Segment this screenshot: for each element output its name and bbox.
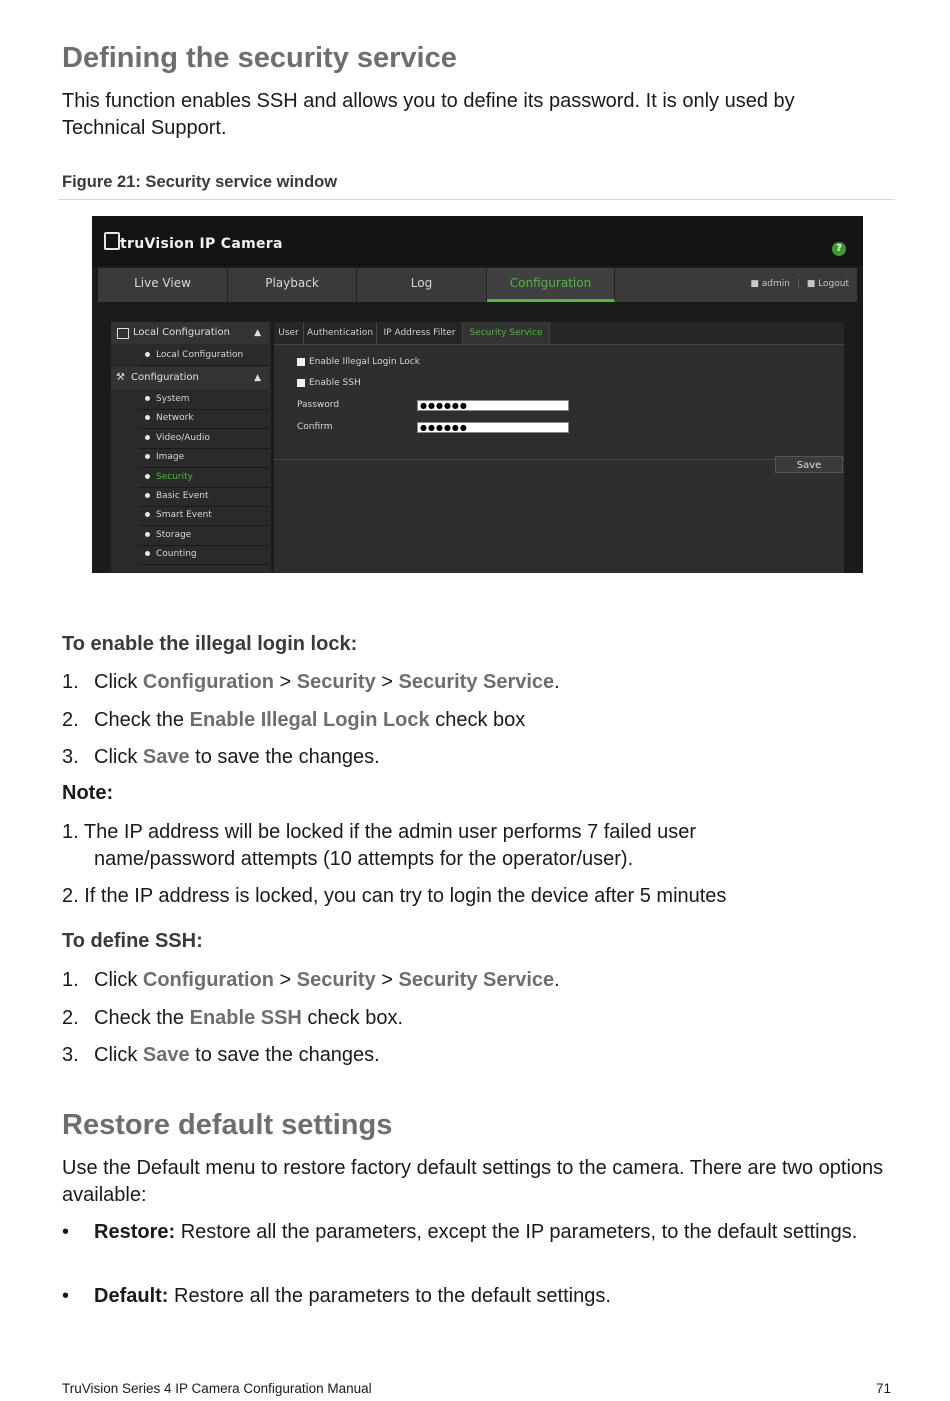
monitor-icon <box>117 328 129 339</box>
enable-ssh-checkbox[interactable] <box>297 379 305 387</box>
note-1-line-1: 1. The IP address will be locked if the admin user performs 7 failed user <box>62 821 697 843</box>
enable-ssh-row[interactable] <box>297 378 361 388</box>
password-label: Password <box>297 400 340 410</box>
note-label: Note: <box>62 782 114 804</box>
sidebar-item-label: Storage <box>156 530 192 540</box>
lock-step-3 <box>62 744 380 771</box>
sidebar-item-image[interactable] <box>139 448 269 468</box>
sidebar-item-security[interactable] <box>139 468 269 488</box>
bullet-text: Restore all the parameters to the default settings. <box>168 1285 611 1307</box>
sidebar-item-basic-event[interactable] <box>139 487 269 507</box>
lock-step-1 <box>62 669 560 696</box>
step-text: Click <box>94 671 143 693</box>
enable-ssh-label: Enable SSH <box>309 378 361 388</box>
help-icon[interactable]: ? <box>832 242 846 256</box>
section-title-security-service: Defining the security service <box>62 42 457 74</box>
caption-divider <box>58 199 895 200</box>
sidebar-group-label: Configuration <box>131 372 199 383</box>
sidebar-group-label: Local Configuration <box>133 327 230 338</box>
username: admin <box>761 279 790 289</box>
nav-tab-configuration[interactable]: Configuration <box>487 268 615 302</box>
lock-step-2 <box>62 707 525 734</box>
page-number: 71 <box>876 1381 892 1396</box>
step-text: . <box>554 969 560 991</box>
step-number: 1. <box>62 969 79 991</box>
bullet-icon <box>145 435 150 440</box>
ui-term-security-service: Security Service <box>398 671 555 693</box>
intro-paragraph: This function enables SSH and allows you to define its password. It is only used by Technical Support. <box>62 90 795 139</box>
ui-term-save: Save <box>142 746 190 768</box>
password-field[interactable]: ●●●●●● <box>417 400 569 411</box>
ui-term-configuration: Configuration <box>142 969 274 991</box>
footer-manual-title: TruVision Series 4 IP Camera Configuration Manual <box>62 1381 372 1396</box>
step-text: check box. <box>301 1007 404 1029</box>
separator: > <box>273 969 297 991</box>
bullet-text: Restore all the parameters, except the IP parameters, to the default settings. <box>175 1221 858 1243</box>
ui-term-security: Security <box>296 671 376 693</box>
nav-tab-playback[interactable]: Playback <box>228 268 357 302</box>
sidebar-item-smart-event[interactable] <box>139 506 269 526</box>
sidebar-item-local-configuration[interactable] <box>139 346 269 366</box>
ssh-steps-heading: To define SSH: <box>62 930 203 952</box>
confirm-field[interactable]: ●●●●●● <box>417 422 569 433</box>
sidebar-item-network[interactable] <box>139 409 269 429</box>
bullet-label: Restore: <box>94 1221 176 1243</box>
sidebar-item-label: System <box>156 394 190 404</box>
sidebar-item-storage[interactable] <box>139 526 269 546</box>
save-button[interactable]: Save <box>775 456 843 473</box>
ssh-step-2 <box>62 1005 403 1032</box>
step-number: 3. <box>62 746 79 768</box>
step-number: 2. <box>62 1007 79 1029</box>
note-2: 2. If the IP address is locked, you can try to login the device after 5 minutes <box>62 885 727 907</box>
tab-authentication[interactable]: Authentication <box>304 322 377 344</box>
bullet-icon <box>145 493 150 498</box>
tab-ip-address-filter[interactable]: IP Address Filter <box>377 322 463 344</box>
step-text: to save the changes. <box>189 746 380 768</box>
sidebar-item-label: Basic Event <box>156 491 209 501</box>
bullet-icon <box>145 474 150 479</box>
sidebar-item-video-audio[interactable] <box>139 429 269 449</box>
user-icon: ■ <box>750 279 759 289</box>
separator: > <box>273 671 297 693</box>
config-main-panel <box>274 322 844 573</box>
app-title: truVision IP Camera <box>120 236 283 252</box>
confirm-label: Confirm <box>297 422 333 432</box>
chevron-up-icon: ▲ <box>254 328 261 338</box>
nav-tab-live-view[interactable]: Live View <box>98 268 228 302</box>
sidebar-group-configuration[interactable] <box>111 367 269 389</box>
step-text: check box <box>429 709 526 731</box>
enable-illegal-login-lock-checkbox[interactable] <box>297 358 305 366</box>
tab-user[interactable]: User <box>274 322 304 344</box>
separator: > <box>375 671 399 693</box>
step-text: Click <box>94 969 143 991</box>
step-number: 1. <box>62 671 79 693</box>
step-text: Check the <box>94 1007 190 1029</box>
logout-icon: ■ <box>806 279 816 289</box>
sidebar-item-label: Network <box>156 413 194 423</box>
panel-divider <box>274 459 844 460</box>
step-text: Check the <box>94 709 190 731</box>
security-subtabs <box>274 322 844 345</box>
sidebar-item-label: Security <box>156 472 193 482</box>
figure-caption: Figure 21: Security service window <box>62 173 338 191</box>
sidebar-item-label: Smart Event <box>156 510 212 520</box>
ui-term-security-service: Security Service <box>398 969 555 991</box>
main-nav <box>98 268 857 302</box>
sidebar-item-counting[interactable] <box>139 545 269 565</box>
wrench-icon: ⚒ <box>116 372 125 383</box>
logout-link[interactable]: Logout <box>818 279 849 289</box>
step-number: 3. <box>62 1044 79 1066</box>
sidebar-item-label: Counting <box>156 549 197 559</box>
security-service-screenshot <box>92 216 863 573</box>
bullet-icon <box>145 352 150 357</box>
chevron-up-icon: ▲ <box>254 373 261 383</box>
restore-bullet <box>62 1219 882 1246</box>
ui-term-enable-illegal-login-lock: Enable Illegal Login Lock <box>189 709 430 731</box>
default-bullet <box>62 1283 882 1310</box>
step-text: Click <box>94 1044 143 1066</box>
enable-illegal-login-lock-label: Enable Illegal Login Lock <box>309 357 420 367</box>
sidebar-item-system[interactable] <box>139 390 269 410</box>
bullet-icon <box>145 396 150 401</box>
restore-intro: Use the Default menu to restore factory default settings to the camera. There are two options available: <box>62 1157 884 1206</box>
enable-illegal-login-lock-row[interactable] <box>297 357 420 367</box>
bullet-label: Default: <box>94 1285 169 1307</box>
ui-term-enable-ssh: Enable SSH <box>189 1007 302 1029</box>
nav-tab-log[interactable]: Log <box>357 268 487 302</box>
sidebar-item-label: Video/Audio <box>156 433 210 443</box>
config-sidebar <box>111 322 271 573</box>
lock-steps-heading: To enable the illegal login lock: <box>62 633 358 655</box>
ssh-step-3 <box>62 1042 380 1069</box>
bullet-icon <box>145 512 150 517</box>
ui-term-configuration: Configuration <box>142 671 274 693</box>
section-title-restore-defaults: Restore default settings <box>62 1109 393 1141</box>
sidebar-item-label: Local Configuration <box>156 350 244 360</box>
ui-term-save: Save <box>142 1044 190 1066</box>
sidebar-group-local-configuration[interactable] <box>111 322 269 344</box>
step-text: to save the changes. <box>189 1044 380 1066</box>
bullet-icon <box>145 532 150 537</box>
sidebar-item-label: Image <box>156 452 185 462</box>
step-number: 2. <box>62 709 79 731</box>
ssh-step-1 <box>62 967 560 994</box>
step-text: Click <box>94 746 143 768</box>
bullet-icon: • <box>62 1221 70 1243</box>
bullet-icon <box>145 551 150 556</box>
ui-term-security: Security <box>296 969 376 991</box>
separator: > <box>375 969 399 991</box>
truvision-logo-icon <box>104 232 120 250</box>
step-text: . <box>554 671 560 693</box>
tab-security-service[interactable]: Security Service <box>463 322 550 344</box>
bullet-content <box>94 1283 882 1310</box>
user-divider: | <box>796 279 800 289</box>
bullet-content <box>94 1219 882 1246</box>
bullet-icon <box>145 454 150 459</box>
app-header <box>92 216 863 266</box>
note-1-line-2: name/password attempts (10 attempts for the operator/user). <box>94 848 634 870</box>
bullet-icon <box>145 415 150 420</box>
user-area <box>750 268 849 302</box>
bullet-icon: • <box>62 1285 70 1307</box>
